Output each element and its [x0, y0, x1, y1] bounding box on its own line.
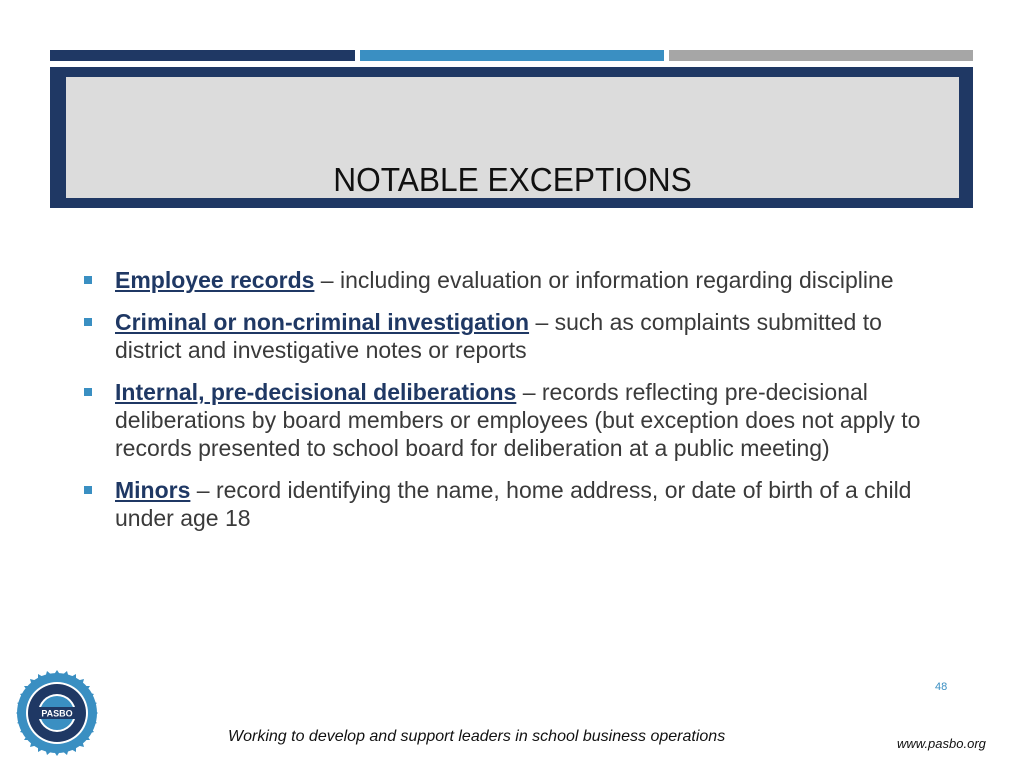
- logo-text: PASBO: [41, 708, 73, 719]
- bullet-text: – such as complaints submitted to district and investigative notes or reports: [115, 309, 882, 363]
- bullet-square-icon: [84, 486, 92, 494]
- title-frame: [50, 67, 973, 208]
- bullet-square-icon: [84, 276, 92, 284]
- bullet-item-employee-records: [84, 266, 934, 294]
- bullet-item-investigation: [84, 308, 934, 364]
- accent-bar-navy: [50, 50, 355, 61]
- bullet-term: Criminal or non-criminal investigation: [115, 309, 530, 335]
- bullet-square-icon: [84, 388, 92, 396]
- bullet-term: Employee records: [115, 267, 315, 293]
- page-number: 48: [935, 681, 948, 693]
- bullet-item-deliberations: [84, 378, 934, 462]
- accent-bar-blue: [360, 50, 664, 61]
- bullet-square-icon: [84, 318, 92, 326]
- title-panel: [66, 77, 959, 198]
- pasbo-seal-logo: [14, 670, 100, 756]
- bullet-text: – records reflecting pre-decisional deliberations by board members or employees (but exception does not apply to records presented to school board for deliberation at a public meeting): [115, 379, 921, 461]
- bullet-term: Internal, pre-decisional deliberations: [115, 379, 517, 405]
- slide-title: NOTABLE EXCEPTIONS: [333, 161, 692, 198]
- footer-tagline: Working to develop and support leaders in school business operations: [228, 728, 726, 745]
- bullet-text: – record identifying the name, home address, or date of birth of a child under age 18: [115, 477, 912, 531]
- bullet-item-minors: [84, 476, 934, 532]
- accent-bar-gray: [669, 50, 973, 61]
- footer-website[interactable]: www.pasbo.org: [897, 736, 986, 751]
- bullet-text: – including evaluation or information regarding discipline: [314, 267, 894, 293]
- bullet-list: [84, 266, 934, 546]
- bullet-term: Minors: [115, 477, 191, 503]
